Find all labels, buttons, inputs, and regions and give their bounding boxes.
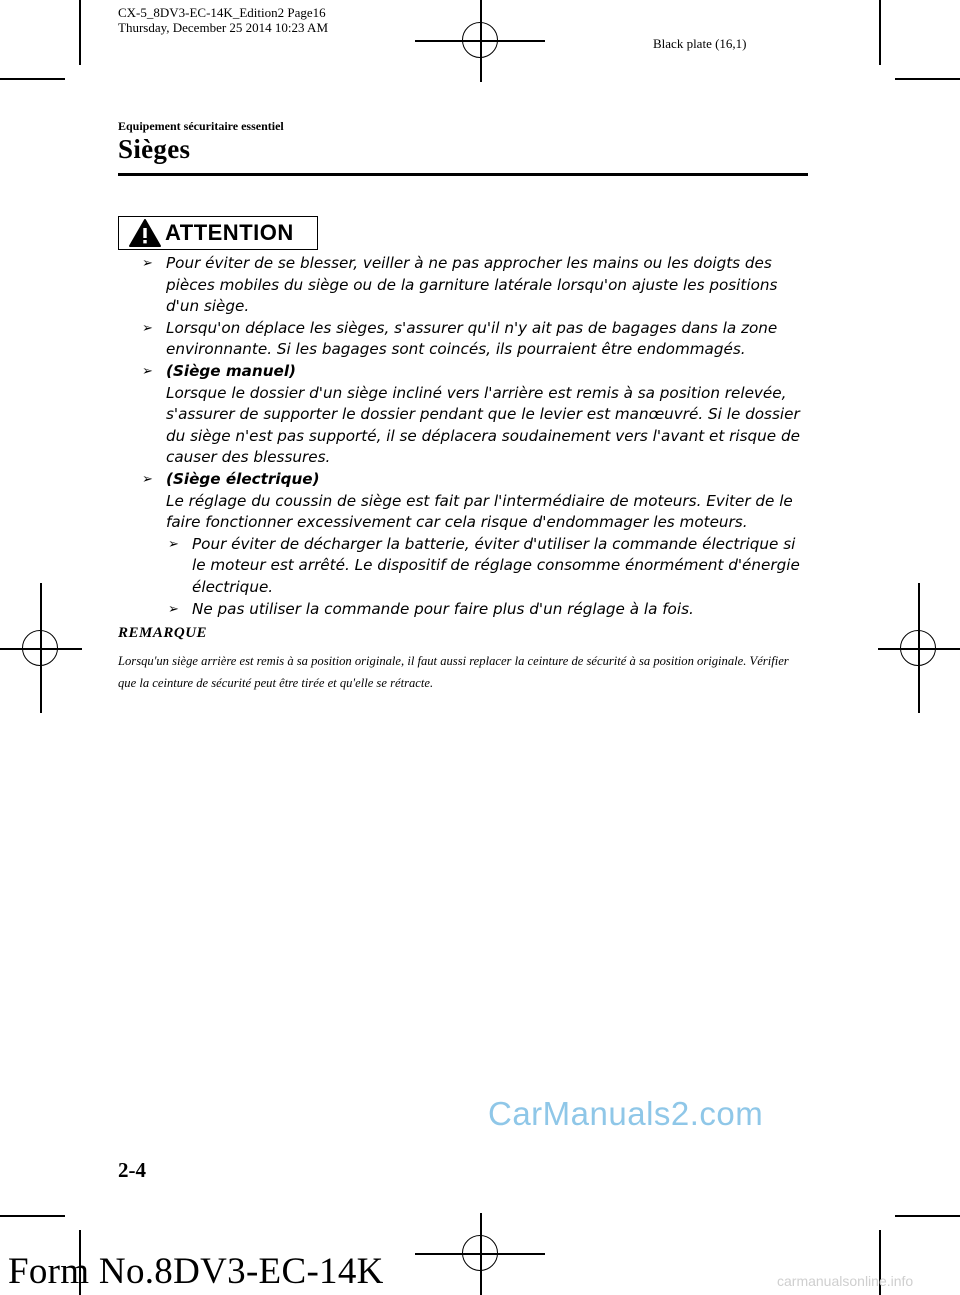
arrow-bullet-icon: ➢ [142,363,153,379]
form-number: Form No.8DV3-EC-14K [8,1251,384,1292]
attention-item [140,318,810,361]
page-number: 2-4 [118,1158,146,1182]
attention-item-text: Lorsqu'on déplace les sièges, s'assurer qu'il n'y ait pas de bagages dans la zone environnante. Si les bagages sont coincés, ils pourraient être endommagés. [166,318,778,359]
attention-sub-item [166,599,810,621]
arrow-bullet-icon: ➢ [168,536,179,552]
attention-item-text: Pour éviter de se blesser, veiller à ne pas approcher les mains ou les doigts des pièces mobiles du siège ou de la garniture latérale lorsqu'on ajuste les positions d'un siège. [166,254,778,316]
warning-triangle-icon [128,218,162,248]
note-text: Lorsqu'un siège arrière est remis à sa position originale, il faut aussi replacer la ceinture de sécurité à sa position originale. Vérifier que la ceinture de sécurité peut être tirée et qu'elle se rétracte. [118,654,789,690]
attention-item [140,361,810,469]
arrow-bullet-icon: ➢ [142,256,153,271]
plate-label: Black plate (16,1) [653,36,747,51]
crop-mark [895,78,960,80]
page-title: Sièges [118,134,191,164]
crop-mark [79,0,81,65]
print-info-file: CX-5_8DV3-EC-14K_Edition2 Page16 [118,5,326,20]
section-title: Equipement sécuritaire essentiel [118,119,284,133]
attention-item [140,253,810,318]
print-info-date: Thursday, December 25 2014 10:23 AM [118,20,329,35]
attention-sub-item-text: Pour éviter de décharger la batterie, éviter d'utiliser la commande électrique si le moteur est arrêté. Le dispositif de réglage consomme énormément d'énergie électrique. [192,534,800,596]
crop-mark [0,1215,65,1217]
title-rule [118,173,808,176]
attention-item-text: Le réglage du coussin de siège est fait par l'intermédiaire de moteurs. Eviter de le faire fonctionner excessivement car cela risque d'endommager les moteurs. [166,491,793,532]
crop-mark [0,78,65,80]
attention-item [140,469,810,534]
attention-item-heading: (Siège électrique) [166,469,320,488]
site-watermark: carmanualsonline.info [777,1273,914,1289]
attention-item-text: Lorsque le dossier d'un siège incliné vers l'arrière est remis à sa position relevée, s'assurer de supporter le dossier pendant que le levier est manœuvré. Si le dossier du siège n'est pas supporté, il se déplacera soudainement vers l'avant et risque de causer des blessures. [166,383,800,467]
arrow-bullet-icon: ➢ [168,601,179,617]
attention-list [140,253,810,620]
watermark-logo: CarManuals2.com [488,1095,764,1132]
attention-label: ATTENTION [165,220,294,245]
attention-sub-item-text: Ne pas utiliser la commande pour faire plus d'un réglage à la fois. [192,599,694,618]
attention-banner [118,216,318,250]
print-info [118,5,328,35]
attention-sub-item [166,534,810,599]
arrow-bullet-icon: ➢ [142,320,153,336]
crop-mark [895,1215,960,1217]
attention-item-heading: (Siège manuel) [166,361,296,380]
crop-mark [879,0,881,65]
arrow-bullet-icon: ➢ [142,471,153,487]
note-title: REMARQUE [118,625,208,641]
